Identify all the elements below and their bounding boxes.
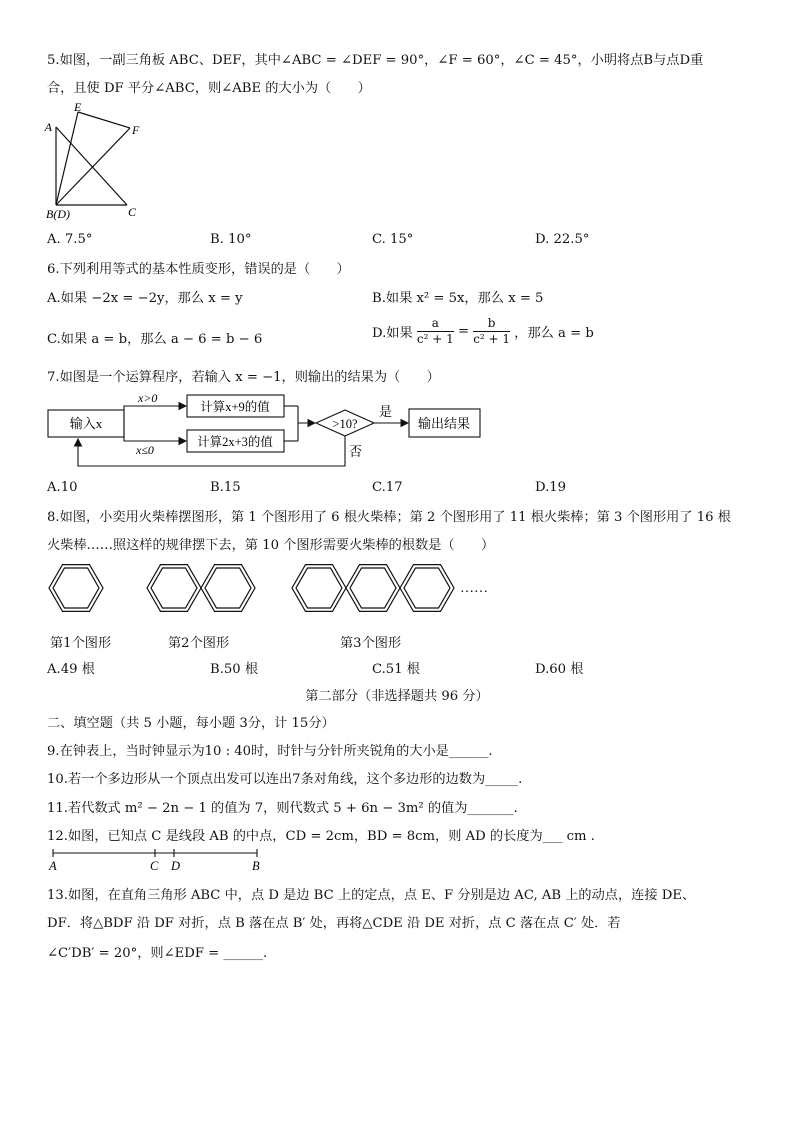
q13-line1: 13.如图，在直角三角形 ABC 中，点 D 是边 BC 上的定点，点 E、F 分别是边 AC, AB 上的动点，连接 DE、 (47, 888, 696, 903)
q12-label-c: C (150, 859, 159, 873)
q6-option-c: C.如果 a = b，那么 a − 6 = b − 6 (47, 332, 263, 347)
q9: 9.在钟表上，当时钟显示为10 : 40时，时针与分针所夹锐角的大小是______. (47, 744, 493, 759)
q6-fraction-left: $\frac{a}{\text{c² + 1}}$ (416, 316, 454, 346)
q5-label-a: A (44, 120, 52, 134)
q12-label-a: A (49, 859, 57, 873)
q11: 11.若代数式 m² − 2n − 1 的值为 7，则代数式 5 + 6n − 3m² 的值为_______. (47, 801, 518, 816)
hexagon-3c (400, 565, 454, 612)
q5-label-bd: B(D) (46, 207, 70, 221)
q7-option-d: D.19 (535, 480, 567, 495)
part2-title: 第二部分（非选择题共 96 分） (305, 689, 489, 704)
q8-caption-3: 第3个图形 (340, 636, 402, 651)
q5-triangle-figure (40, 100, 150, 220)
q13-line3: ∠C′DB′ = 20°，则∠EDF = ______. (47, 946, 268, 961)
q12-label-b: B (252, 859, 260, 873)
flow-yes-label: 是 (379, 404, 393, 419)
hexagon-1 (49, 565, 103, 612)
q8-option-d: D.60 根 (535, 662, 584, 677)
q8-option-c: C.51 根 (372, 662, 420, 677)
flow-cond-bottom: x≤0 (136, 443, 154, 457)
hexagon-3a (292, 565, 346, 612)
flow-calc-bottom: 计算2x+3的值 (197, 435, 273, 449)
q8-stem-line2: 火柴棒……照这样的规律摆下去，第 10 个图形需要火柴棒的根数是（ ） (47, 538, 495, 553)
q7-flowchart (40, 390, 490, 470)
flow-input-label: 输入x (69, 416, 103, 431)
q6-fraction-right: $\frac{b}{\text{c² + 1}}$ (473, 316, 511, 346)
q5-option-a: A. 7.5° (47, 232, 93, 247)
q8-option-b: B.50 根 (210, 662, 259, 677)
q5-label-f: F (132, 123, 140, 137)
flow-no-label: 否 (349, 444, 363, 459)
q10: 10.若一个多边形从一个顶点出发可以连出7条对角线，这个多边形的边数为_____. (47, 772, 523, 787)
q12-segment-figure (40, 845, 280, 875)
q5-stem-line1: 5.如图，一副三角板 ABC、DEF，其中∠ABC = ∠DEF = 90°，∠F = 60°，∠C = 45°，小明将点B与点D重 (47, 53, 704, 68)
q8-ellipsis: …… (460, 581, 488, 596)
q7-option-b: B.15 (210, 480, 241, 495)
flow-output-label: 输出结果 (417, 416, 471, 431)
q5-label-c: C (128, 205, 137, 219)
q8-option-a: A.49 根 (47, 662, 95, 677)
flow-cond-top: x>0 (138, 391, 158, 405)
flow-calc-top: 计算x+9的值 (200, 400, 270, 414)
q6-stem: 6.下列利用等式的基本性质变形，错误的是（ ） (47, 262, 350, 277)
q12-label-d: D (171, 859, 181, 873)
q5-label-e: E (74, 100, 82, 114)
hexagon-3b (346, 565, 400, 612)
q5-option-b: B. 10° (210, 232, 252, 247)
q12-stem: 12.如图，已知点 C 是线段 AB 的中点，CD = 2cm，BD = 8cm，则 AD 的长度为___ cm . (47, 829, 595, 844)
q5-option-c: C. 15° (372, 232, 414, 247)
q7-stem: 7.如图是一个运算程序，若输入 x = −1，则输出的结果为（ ） (47, 370, 440, 385)
q6-option-a: A.如果 −2x = −2y，那么 x = y (47, 291, 243, 306)
section2-title: 二、填空题（共 5 小题，每小题 3分，计 15分） (47, 716, 335, 731)
q6-option-b: B.如果 x² = 5x，那么 x = 5 (372, 291, 544, 306)
q8-matchstick-figures (40, 558, 500, 618)
q7-option-c: C.17 (372, 480, 403, 495)
flow-decision-label: >10? (332, 417, 358, 431)
q8-stem-line1: 8.如图，小奕用火柴棒摆图形，第 1 个图形用了 6 根火柴棒；第 2 个图形用了 11 根火柴棒；第 3 个图形用了 16 根 (47, 510, 731, 525)
q8-caption-2: 第2个图形 (168, 636, 230, 651)
hexagon-2b (201, 565, 255, 612)
hexagon-2a (147, 565, 201, 612)
q6-option-d: D.如果 $\frac{a}{\text{c² + 1}}$ = $\frac{b}{\text{c² + 1}}$ ，那么 a = b (372, 316, 594, 346)
q13-line2: DF．将△BDF 沿 DF 对折，点 B 落在点 B′ 处，再将△CDE 沿 DE 对折，点 C 落在点 C′ 处．若 (47, 916, 621, 931)
q5-option-d: D. 22.5° (535, 232, 590, 247)
q5-stem-line2: 合，且使 DF 平分∠ABC，则∠ABE 的大小为（ ） (47, 81, 371, 96)
q7-option-a: A.10 (47, 480, 78, 495)
q8-caption-1: 第1个图形 (50, 636, 112, 651)
